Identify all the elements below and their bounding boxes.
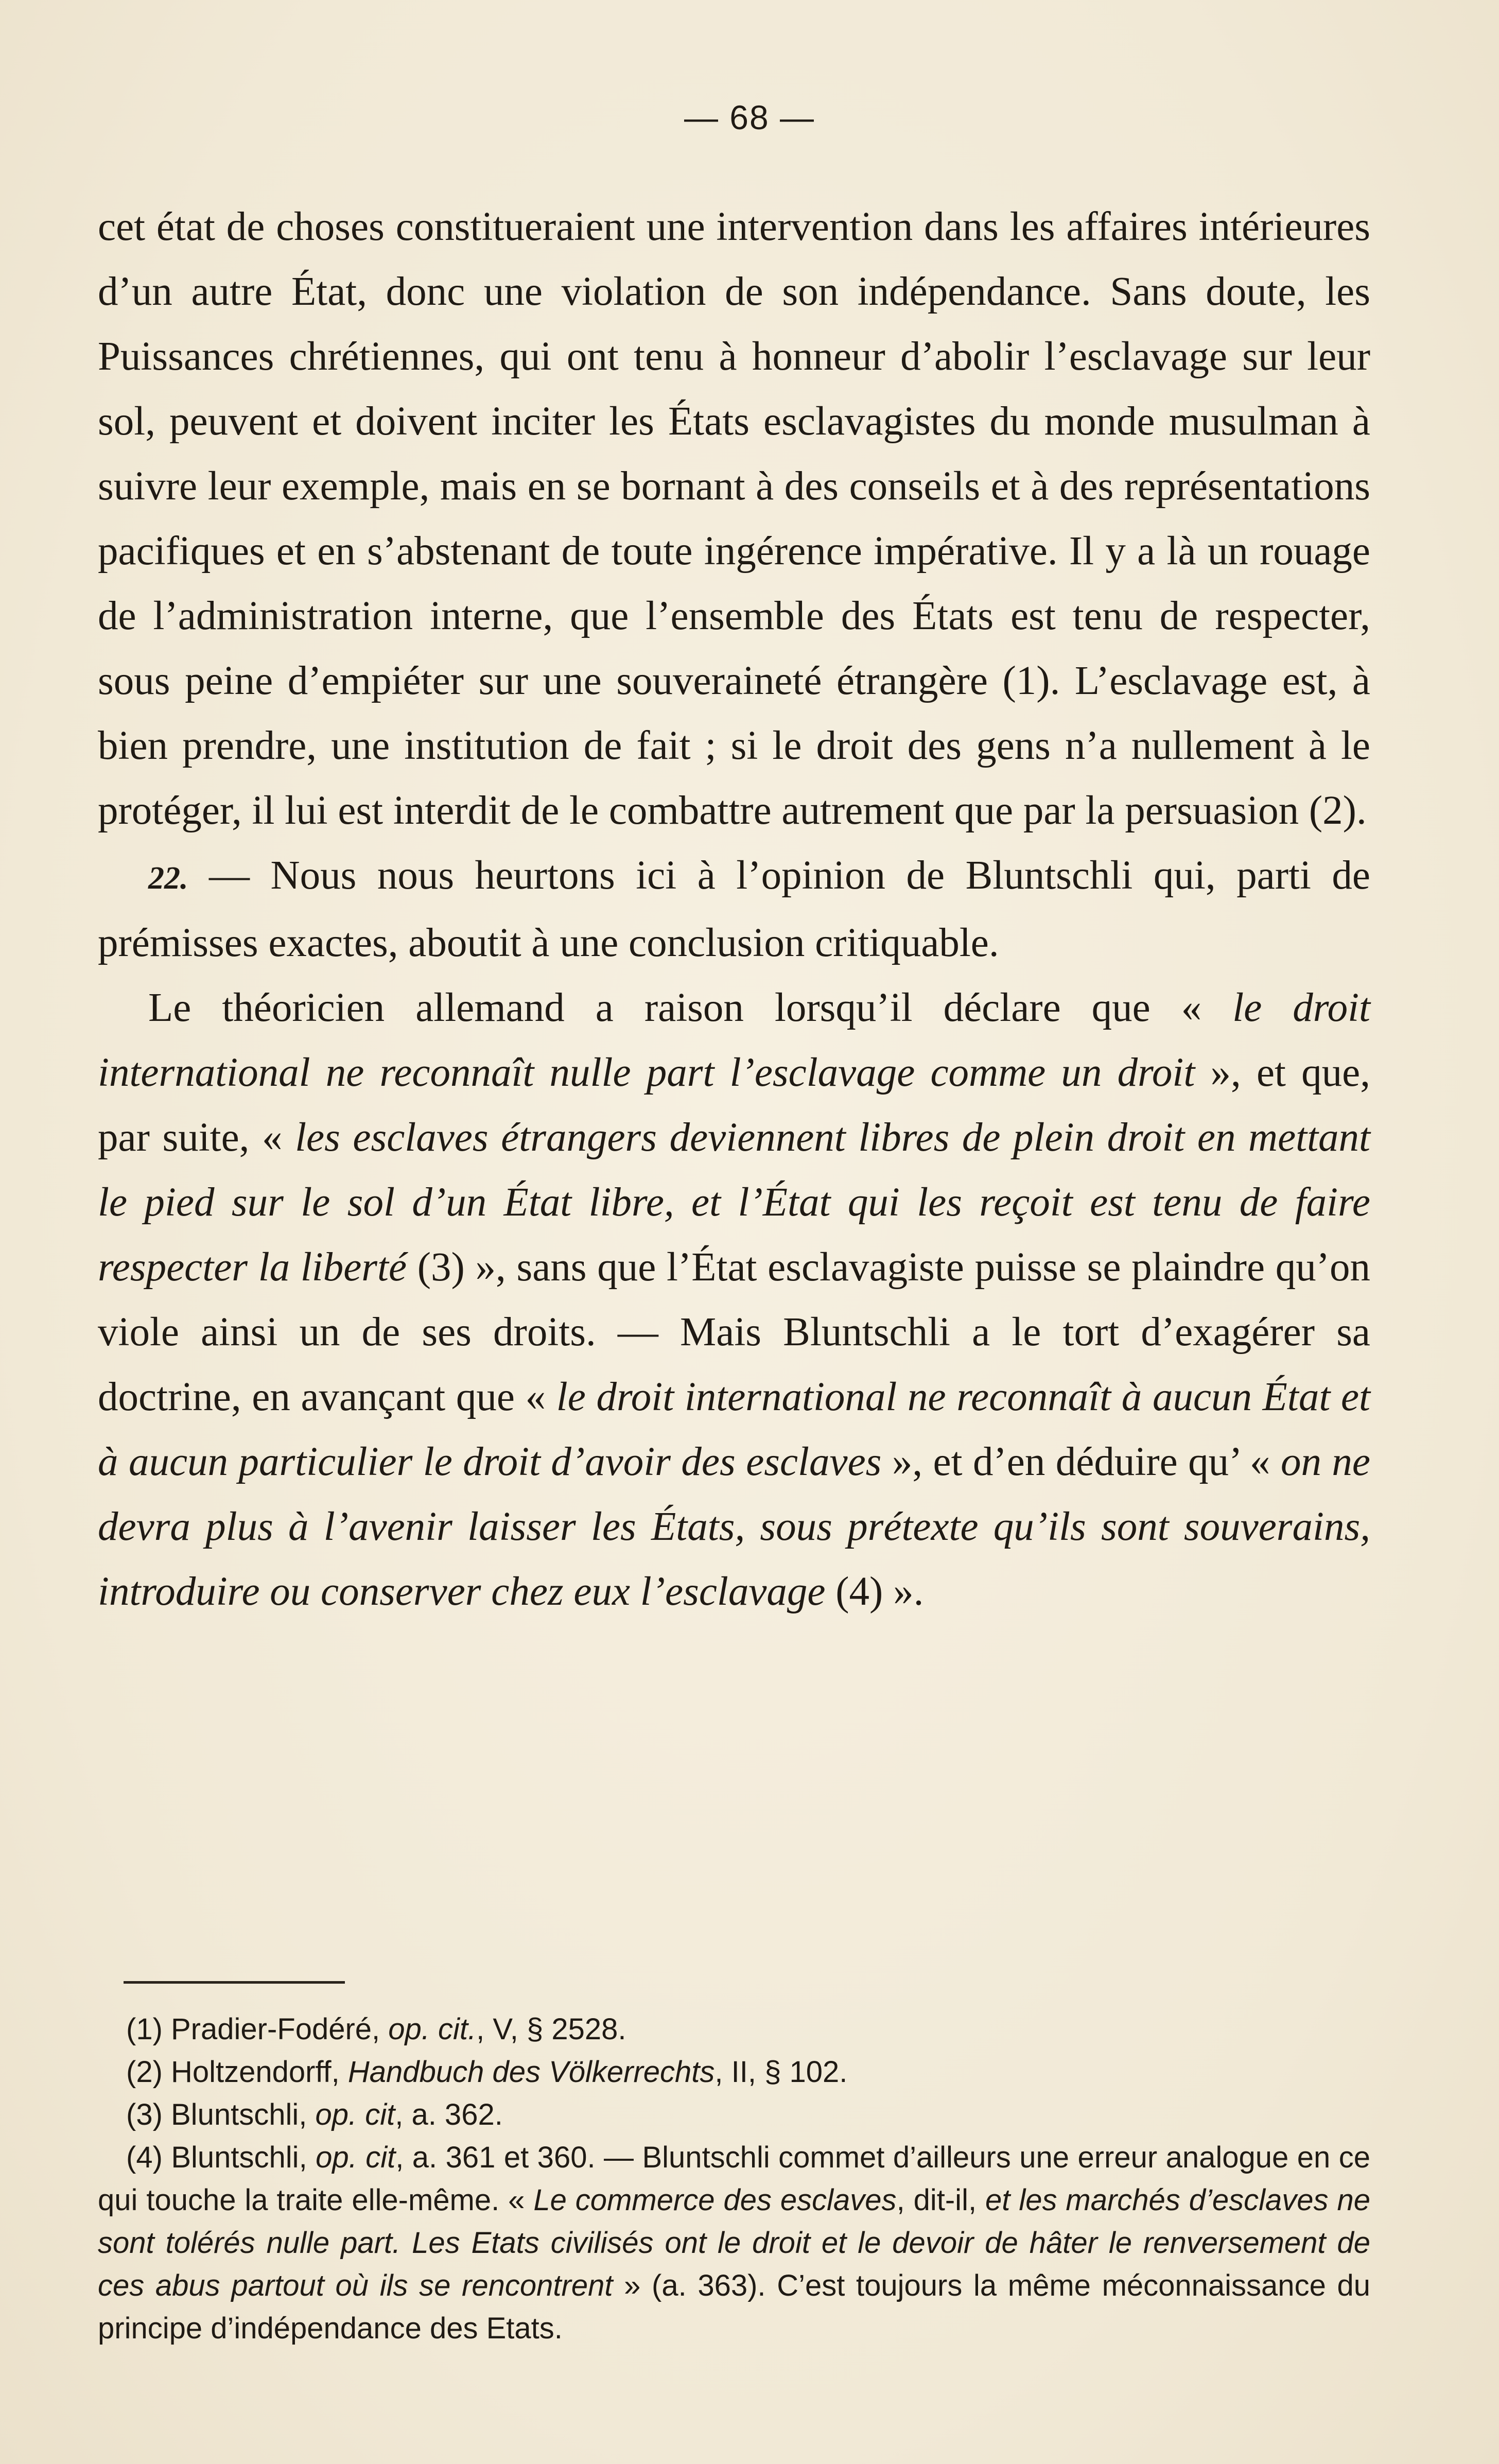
page-number: — 68 — bbox=[684, 98, 815, 136]
quotation: les esclaves étrangers deviennent libres de plein droit en mettant le pied sur le sol d’un État libre, et l’État qui les reçoit est tenu de faire respecter la liberté bbox=[98, 1115, 1371, 1290]
citation-title: op. cit bbox=[316, 2141, 396, 2174]
quotation: le droit international ne reconnaît à aucun État et à aucun particulier le droit d’avoir des esclaves bbox=[98, 1375, 1371, 1484]
text-run: , a. 362. bbox=[395, 2098, 503, 2131]
section-22-text: — Nous nous heurtons ici à l’opinion de Bluntschli qui, parti de prémisses exactes, aboutit à une conclusion critiquable. bbox=[98, 853, 1370, 965]
quotation: Le commerce des esclaves bbox=[533, 2183, 897, 2217]
quotation: on ne devra plus à l’avenir laisser les États, sous prétexte qu’ils sont souverains, introduire ou conserver chez eux l’esclavage bbox=[98, 1439, 1370, 1614]
footnote-1 bbox=[98, 2008, 1370, 2051]
paragraph-bluntschli bbox=[98, 976, 1370, 1624]
text-run: », et d’en déduire qu’ « bbox=[881, 1439, 1281, 1484]
text-run: (2) Holtzendorff, bbox=[126, 2055, 348, 2089]
citation-title: op. cit bbox=[315, 2098, 395, 2131]
paragraph-continuation: cet état de choses constitueraient une intervention dans les affaires intérieures d’un autre État, donc une violation de son indépendance. Sans doute, les Puissances chrétiennes, qui ont tenu à honneur d’abolir l’esclavage sur leur sol, peuvent et doivent inciter les États esclavagistes du monde musulman à suivre leur exemple, mais en se bornant à des conseils et à des représentations pacifiques et en s’abstenant de toute ingérence impérative. Il y a là un rouage de l’administration interne, que l’ensemble des États est tenu de respecter, sous peine d’empiéter sur une souveraineté étrangère (1). L’esclavage est, à bien prendre, une institution de fait ; si le droit des gens n’a nullement à le protéger, il lui est interdit de le combattre autrement que par la persuasion (2). bbox=[98, 204, 1370, 833]
text-run: » (a. 363). C’est toujours la même méconnaissance du principe d’indépendance des Etats. bbox=[98, 2269, 1370, 2345]
text-run: (1) Pradier-Fodéré, bbox=[126, 2012, 389, 2046]
footnote-4 bbox=[98, 2136, 1370, 2350]
text-run: Le théoricien allemand a raison lorsqu’il déclare que « bbox=[148, 985, 1233, 1030]
quotation: et les marchés d’esclaves ne sont tolérés nulle part. Les Etats civilisés ont le droit et le devoir de hâter le renversement de ces abus partout où ils se rencontrent bbox=[98, 2183, 1370, 2302]
footnote-2 bbox=[98, 2051, 1370, 2093]
paragraph-section-22 bbox=[98, 843, 1370, 976]
text-run: (4) Bluntschli, bbox=[126, 2141, 316, 2174]
footnote-separator bbox=[124, 1981, 345, 1984]
text-run: , II, § 102. bbox=[714, 2055, 848, 2089]
text-run: (4) ». bbox=[825, 1569, 924, 1614]
footnote-3 bbox=[98, 2093, 1370, 2136]
citation-title: Handbuch des Völkerrechts bbox=[347, 2055, 715, 2089]
quotation: le droit international ne reconnaît nulle part l’esclavage comme un droit bbox=[98, 985, 1370, 1095]
body-text bbox=[98, 195, 1370, 1624]
text-run: , V, § 2528. bbox=[476, 2012, 626, 2046]
citation-title: op. cit. bbox=[388, 2012, 477, 2046]
text-run: , dit-il, bbox=[896, 2183, 986, 2217]
footnotes bbox=[98, 2008, 1370, 2350]
text-run: (3) Bluntschli, bbox=[126, 2098, 316, 2131]
text-run: , a. 361 et 360. — Bluntschli commet d’ailleurs une erreur analogue en ce qui touche la traite elle-même. « bbox=[98, 2141, 1370, 2217]
text-run: », et que, par suite, « bbox=[98, 1050, 1370, 1160]
text-run: (3) », sans que l’État esclavagiste puisse se plaindre qu’on viole ainsi un de ses droits. — Mais Bluntschli a le tort d’exagérer sa doctrine, en avançant que « bbox=[98, 1245, 1371, 1419]
section-number: 22. bbox=[148, 861, 188, 896]
